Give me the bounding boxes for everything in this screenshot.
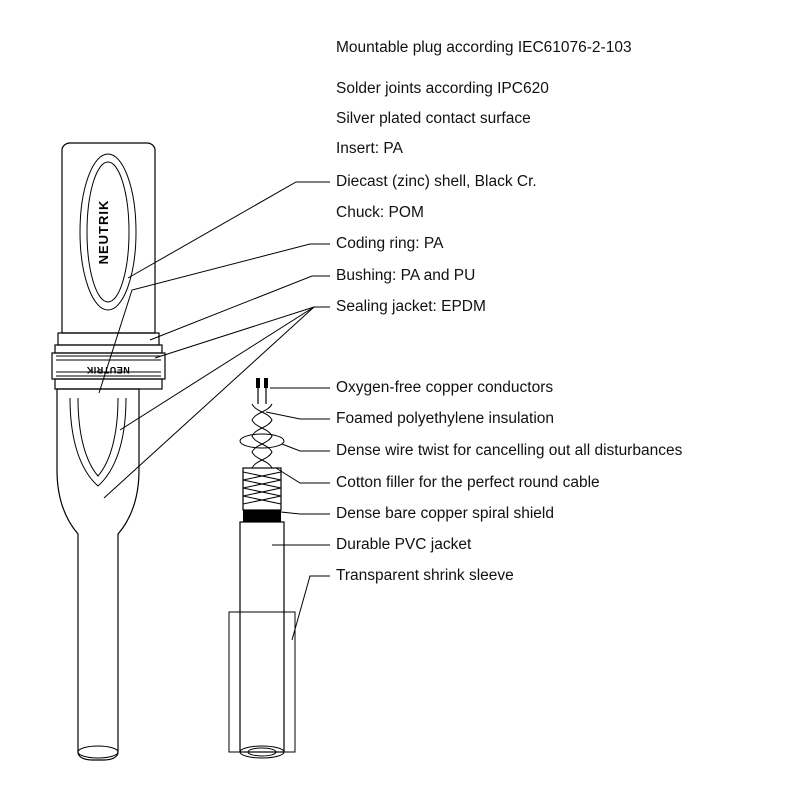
callout-sealing-jacket: Sealing jacket: EPDM	[336, 298, 486, 315]
cable-cross-section-drawing	[229, 378, 295, 758]
callout-silver-plated: Silver plated contact surface	[336, 110, 531, 127]
xlr-connector-drawing	[52, 143, 165, 760]
callout-chuck-pom: Chuck: POM	[336, 204, 424, 221]
callout-shrink-sleeve: Transparent shrink sleeve	[336, 567, 514, 584]
callout-cotton-filler: Cotton filler for the perfect round cable	[336, 474, 600, 491]
callout-mountable-plug: Mountable plug according IEC61076-2-103	[336, 39, 632, 56]
callout-solder-joints: Solder joints according IPC620	[336, 80, 549, 97]
callout-diecast-shell: Diecast (zinc) shell, Black Cr.	[336, 173, 537, 190]
callout-coding-ring: Coding ring: PA	[336, 235, 444, 252]
callout-insert-pa: Insert: PA	[336, 140, 403, 157]
callout-pvc-jacket: Durable PVC jacket	[336, 536, 472, 553]
brand-wordmark-shell: NEUTRIK	[96, 199, 111, 265]
callout-oxygen-free-copper: Oxygen-free copper conductors	[336, 379, 554, 396]
callout-bushing: Bushing: PA and PU	[336, 267, 476, 284]
leader-lines	[99, 182, 330, 640]
callout-dense-wire-twist: Dense wire twist for cancelling out all disturbances	[336, 442, 683, 459]
brand-wordmark-ring: NEUTRIK	[86, 365, 130, 375]
callout-foamed-polyethylene: Foamed polyethylene insulation	[336, 410, 554, 427]
callout-spiral-shield: Dense bare copper spiral shield	[336, 505, 554, 522]
